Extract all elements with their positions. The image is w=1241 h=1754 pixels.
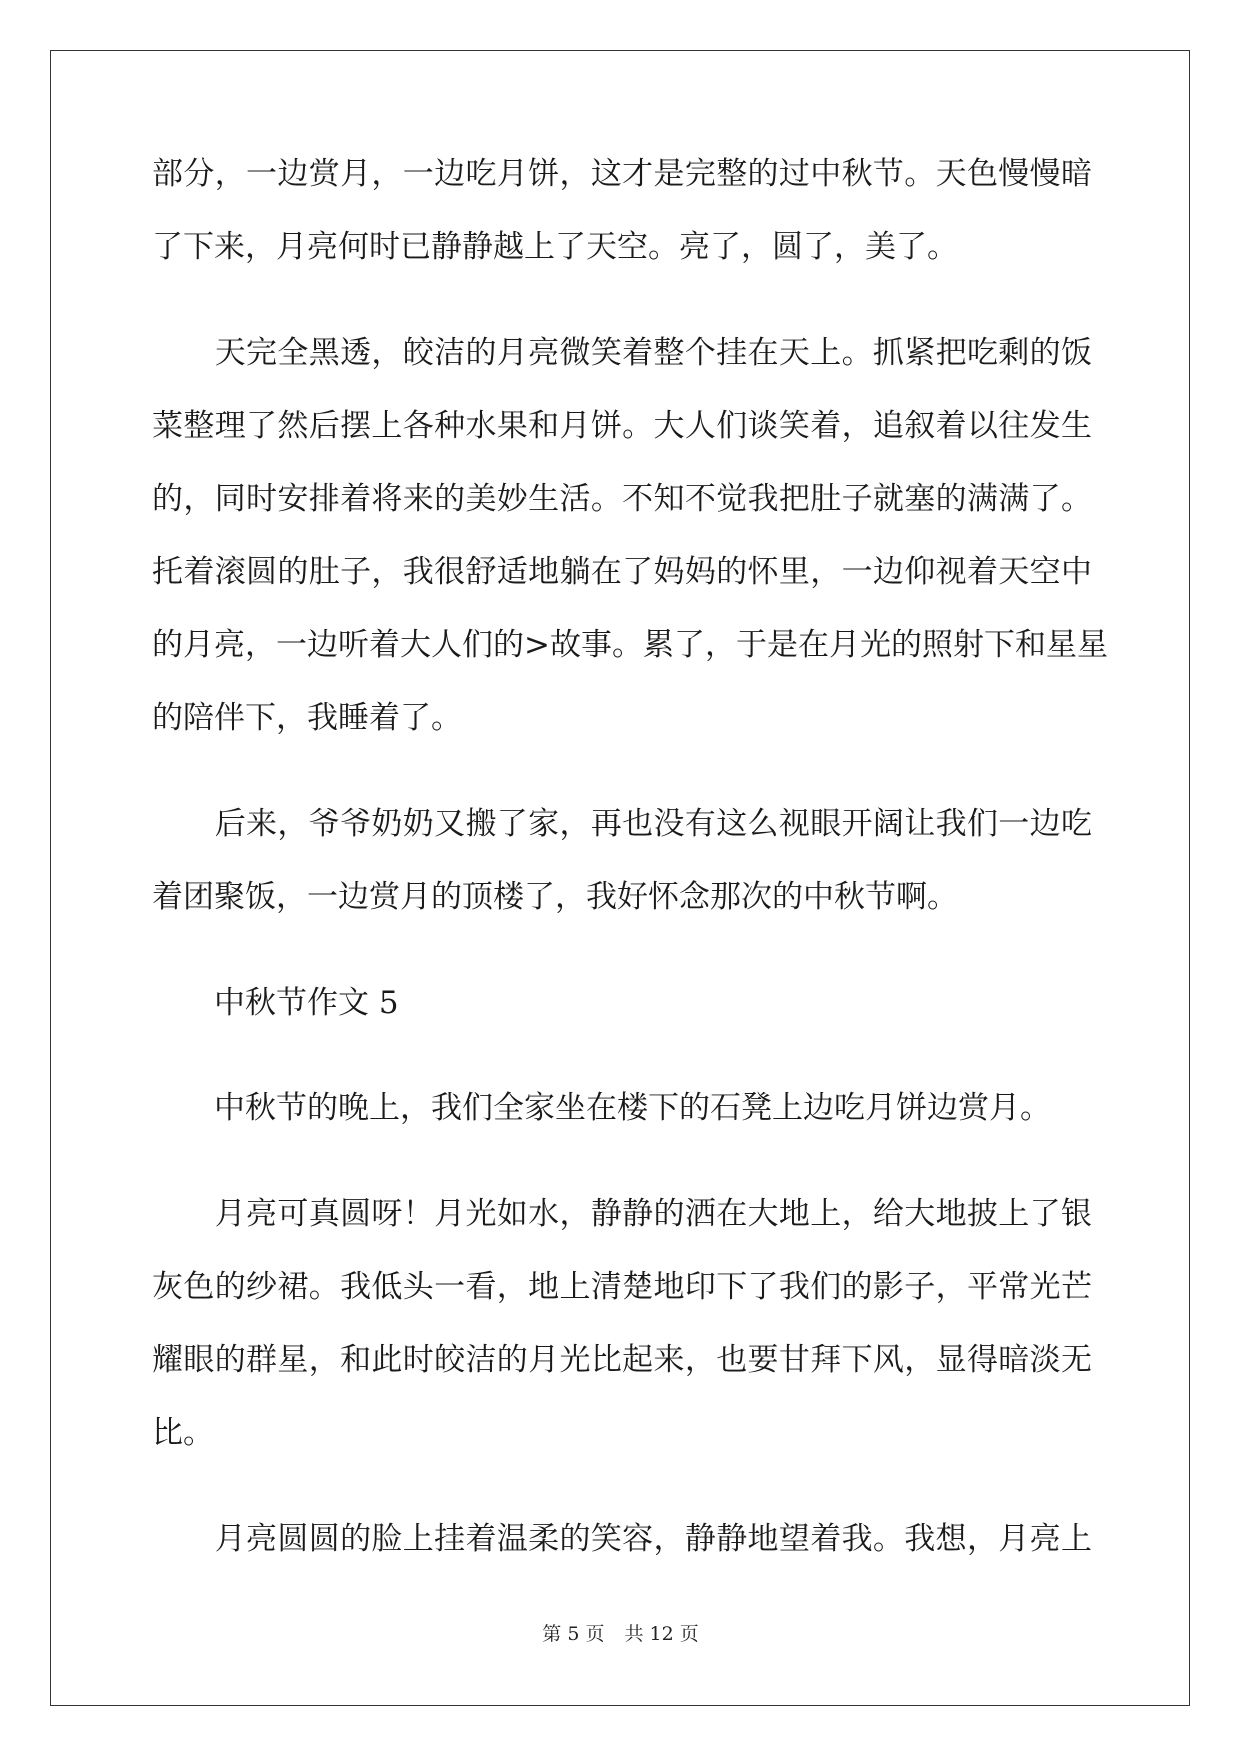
page-number: 第 5 页 <box>542 1623 605 1645</box>
text-line: 后来，爷爷奶奶又搬了家，再也没有这么视眼开阔让我们一边吃 <box>152 806 1092 842</box>
text-line: 着团聚饭，一边赏月的顶楼了，我好怀念那次的中秋节啊。 <box>152 879 958 915</box>
text-line: 灰色的纱裙。我低头一看，地上清楚地印下了我们的影子，平常光芒 <box>152 1269 1092 1305</box>
text-line: 的月亮，一边听着大人们的>故事。累了，于是在月光的照射下和星星 <box>152 627 1108 663</box>
page-footer <box>0 1622 1241 1646</box>
text-line: 月亮圆圆的脸上挂着温柔的笑容，静静地望着我。我想，月亮上 <box>152 1521 1092 1557</box>
text-line: 耀眼的群星，和此时皎洁的月光比起来，也要甘拜下风，显得暗淡无 <box>152 1342 1092 1378</box>
section-heading: 中秋节作文 5 <box>152 985 399 1021</box>
text-line: 天完全黑透，皎洁的月亮微笑着整个挂在天上。抓紧把吃剩的饭 <box>152 335 1092 371</box>
text-line: 了下来，月亮何时已静静越上了天空。亮了，圆了，美了。 <box>152 229 958 265</box>
text-line: 中秋节的晚上，我们全家坐在楼下的石凳上边吃月饼边赏月。 <box>152 1090 1051 1126</box>
text-line: 的，同时安排着将来的美妙生活。不知不觉我把肚子就塞的满满了。 <box>152 481 1092 517</box>
page-total: 共 12 页 <box>624 1623 699 1645</box>
text-line: 比。 <box>152 1415 214 1451</box>
text-line: 部分，一边赏月，一边吃月饼，这才是完整的过中秋节。天色慢慢暗 <box>152 156 1092 192</box>
text-line: 菜整理了然后摆上各种水果和月饼。大人们谈笑着，追叙着以往发生 <box>152 408 1092 444</box>
text-line: 的陪伴下，我睡着了。 <box>152 700 462 736</box>
text-line: 托着滚圆的肚子，我很舒适地躺在了妈妈的怀里，一边仰视着天空中 <box>152 554 1092 590</box>
text-line: 月亮可真圆呀！月光如水，静静的洒在大地上，给大地披上了银 <box>152 1196 1092 1232</box>
